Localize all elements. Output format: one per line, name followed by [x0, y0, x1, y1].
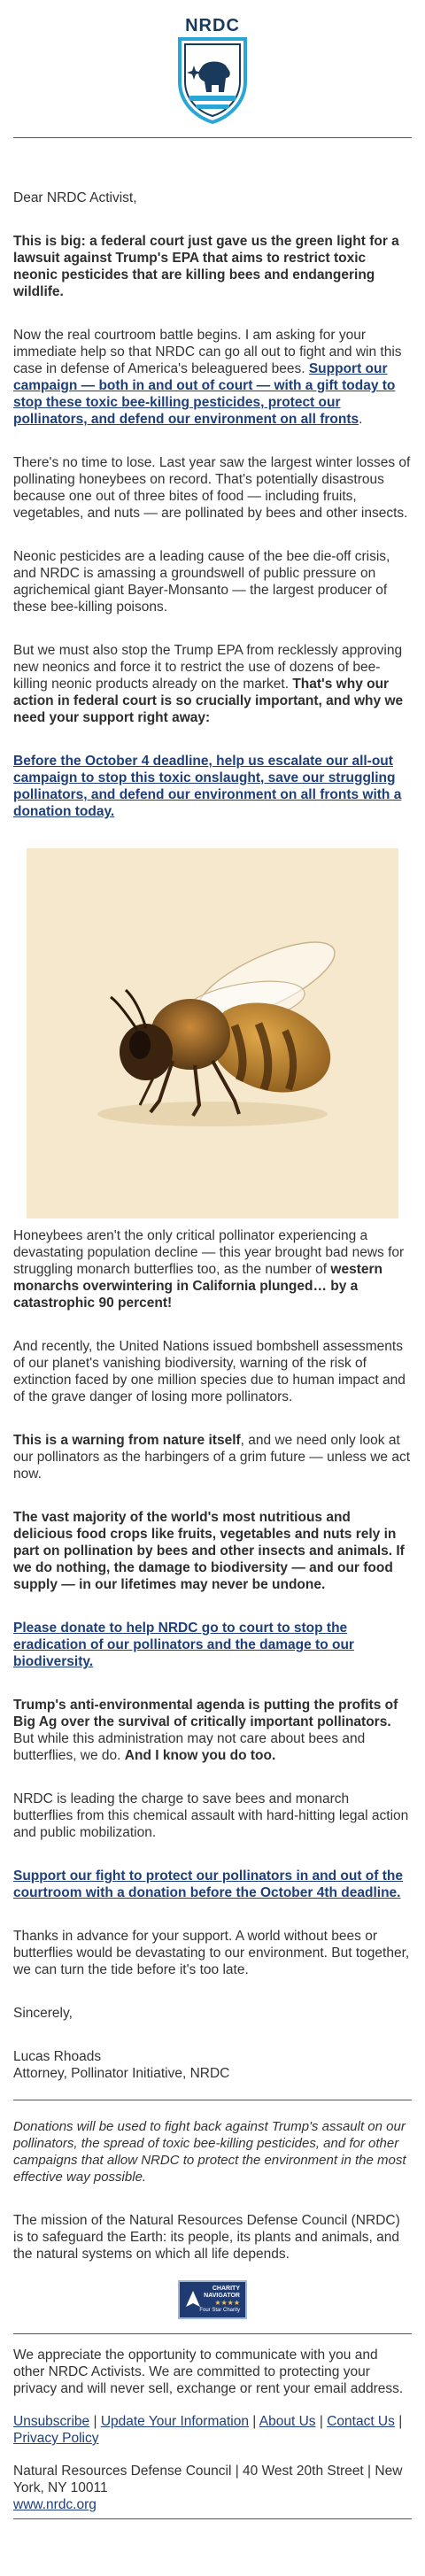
charge-paragraph: NRDC is leading the charge to save bees and monarch butterflies from this chemical assault with hard-hitting legal action and public mobilization. [13, 1791, 409, 1840]
contact-us-link[interactable]: Contact Us [327, 2414, 395, 2429]
website-line [13, 2496, 412, 2513]
support-fight-paragraph [13, 1868, 412, 1901]
intro-paragraph: This is big: a federal court just gave us the green light for a lawsuit against Trump's EPA that aims to restrict toxic neonic pesticides that are killing bees and endangering wildlife. [13, 234, 399, 299]
signer-title: Attorney, Pollinator Initiative, NRDC [13, 2066, 230, 2081]
badge-line1: CHARITY [212, 2286, 240, 2292]
honeybee-image [27, 848, 398, 1218]
badge-stars: ★★★★ [214, 2299, 240, 2307]
donation-disclaimer: Donations will be used to fight back against Trump's assault on our pollinators, the spread of toxic bee-killing pesticides, and for other campaigns that allow NRDC to protect the environment in the most effective way possible. [13, 2119, 406, 2185]
greeting: Dear NRDC Activist, [13, 190, 137, 205]
badge-line2: NAVIGATOR [204, 2293, 240, 2299]
email-container [13, 0, 412, 2519]
logo-wordmark: NRDC [185, 16, 240, 35]
agenda-paragraph: Trump's anti-environmental agenda is putting the profits of Big Ag over the survival of critically important pollinators. But while this administration may not care about bees and butterflies, we do. And I know you do too. [13, 1698, 398, 1763]
signoff: Sincerely, [13, 2006, 73, 2021]
un-paragraph: And recently, the United Nations issued bombshell assessments of our planet's vanishing biodiversity, warning of the risk of extinction faced by one million species due to human impact and of the grave danger of losing more pollinators. [13, 1339, 406, 1404]
badge-line3: Four Star Charity [199, 2308, 240, 2313]
about-us-link[interactable]: About Us [259, 2414, 316, 2429]
mission-statement: The mission of the Natural Resources Defense Council (NRDC) is to safeguard the Earth: its people, its plants and animals, and the natural systems on which all life depends. [13, 2213, 400, 2262]
deadline-paragraph [13, 753, 412, 820]
bear-shield-icon [173, 35, 252, 124]
mailing-address: Natural Resources Defense Council | 40 West 20th Street | New York, NY 10011 [13, 2464, 403, 2495]
privacy-divider [13, 2333, 412, 2334]
neonic-paragraph: Neonic pesticides are a leading cause of the bee die-off crisis, and NRDC is amassing a groundswell of public pressure on agrichemical giant Bayer-Monsanto — the largest producer of these bee-killing poisons. [13, 549, 390, 615]
honeybee-illustration [27, 848, 398, 1218]
privacy-statement: We appreciate the opportunity to communicate with you and other NRDC Activists. We are committed to protecting your privacy and will never sell, exchange or rent your email address. [13, 2348, 404, 2396]
bee-losses-paragraph: There's no time to lose. Last year saw the largest winter losses of pollinating honeybees on record. That's potentially disastrous because one out of three bites of food — including fruits, vegetables, and nuts — are pollinated by bees and other insects. [13, 455, 411, 521]
nrdc-logo[interactable] [13, 16, 412, 128]
bottom-divider [13, 2518, 412, 2519]
deadline-donate-link[interactable]: Before the October 4 deadline, help us escalate our all-out campaign to stop this toxic onslaught, save our struggling pollinators, and defend our environment on all fronts with a donation today. [13, 754, 402, 819]
donate-court-paragraph [13, 1620, 412, 1670]
monarch-paragraph: Honeybees aren't the only critical pollinator experiencing a devastating population decline — this year brought bad news for struggling monarch butterflies too, as the number of western monarchs overwintering in California plunged… by a catastrophic 90 percent! [13, 1228, 405, 1311]
website-link[interactable]: www.nrdc.org [13, 2497, 97, 2512]
unsubscribe-link[interactable]: Unsubscribe [13, 2414, 90, 2429]
charity-navigator-badge[interactable] [178, 2280, 247, 2319]
epa-paragraph: But we must also stop the Trump EPA from recklessly approving new neonics and force it to restrict the use of dozens of bee-killing neonic products already on the market. That's why our action in federal court is so crucially important, and why we need your support right away: [13, 643, 404, 725]
food-crops-paragraph: The vast majority of the world's most nutritious and delicious food crops like fruits, vegetables and nuts rely in part on pollination by bees and other insects and animals. If we do nothing, the damage to biodiversity — and our food supply — in our lifetimes may never be undone. [13, 1510, 405, 1592]
courtroom-paragraph: Now the real courtroom battle begins. I am asking for your immediate help so that NRDC can go all out to fight and win this case in defense of America's beleaguered bees. Support our campaign — both in and out of court — with a gift today to stop these toxic bee-killing pesticides, protect our pollinators, and defend our environment on all fronts. [13, 328, 402, 427]
warning-paragraph: This is a warning from nature itself, and we need only look at our pollinators as the harbingers of a grim future — unless we act now. [13, 1433, 411, 1481]
support-fight-link[interactable]: Support our fight to protect our pollinators in and out of the courtroom with a donation before the October 4th deadline. [13, 1868, 403, 1900]
charity-navigator-icon [184, 2289, 202, 2310]
support-campaign-link[interactable]: Support our campaign — both in and out of court — with a gift today to stop these toxic bee-killing pesticides, protect our pollinators, and defend our environment on all fronts [13, 361, 396, 427]
signer-name: Lucas Rhoads [13, 2049, 102, 2064]
thanks-paragraph: Thanks in advance for your support. A world without bees or butterflies would be devastating to our environment. But together, we can turn the tide before it's too late. [13, 1929, 410, 1977]
privacy-policy-link[interactable]: Privacy Policy [13, 2431, 99, 2446]
update-info-link[interactable]: Update Your Information [100, 2414, 249, 2429]
donate-court-link[interactable]: Please donate to help NRDC go to court to stop the eradication of our pollinators and the damage to our biodiversity. [13, 1621, 354, 1669]
footer-links: Unsubscribe | Update Your Information | About Us | Contact Us | Privacy Policy [13, 2414, 403, 2446]
header-divider [13, 137, 412, 138]
